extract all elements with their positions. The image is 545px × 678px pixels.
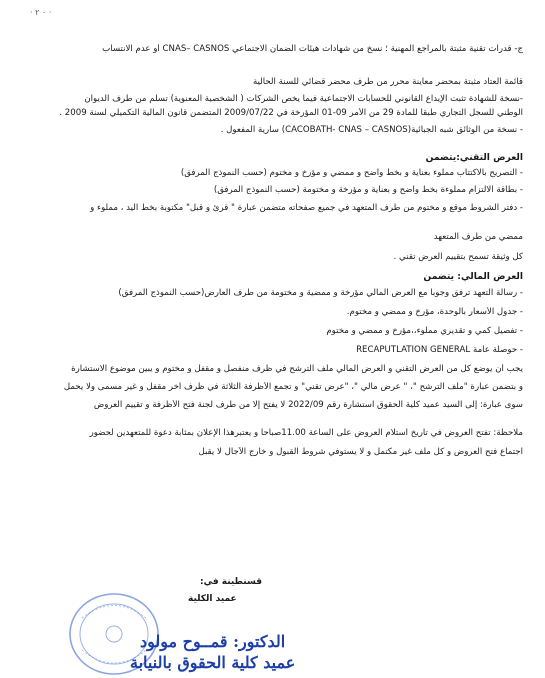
line-note-conditions: اجتماع فتح العروض و كل ملف غير مكتمل و لا يستوفي شروط القبول و خارج الآجال لا يقبل [198, 447, 523, 457]
line-equipment-list: قائمة العتاد مثبتة بمحضر معاينة محرر من طرف محضر قضائي للسنة الحالية [252, 77, 523, 87]
line-technical-capacities: ج- قدرات تقنية مثبتة بالمراجع المهنية ؛ نسخ من شهادات هيئات الضمان الاجتماعي CNAS– CASNOS أو عدم الانتساب [102, 44, 523, 54]
line-specifications: - دفتر الشروط موقع و مختوم من طرف المتعهد في جميع صفحاته متضمن عبارة " قرئ و قبل" مكتوبة بخط اليد ، مملوء و [90, 203, 523, 213]
line-any-document: كل وثيقة تسمح بتقييم العرض تقني . [393, 252, 523, 262]
line-subscription-declaration: - التصريح بالاكتتاب مملوء بعناية و بخط واضح و ممضي و مؤرخ و مختوم (حسب النموذج المرفق) [180, 168, 523, 178]
signature-title: عميد كلية الحقوق بالنيابة [130, 653, 296, 672]
dean-label: عميد الكلية [188, 594, 237, 604]
line-commercial-register: الوطني للسجل التجاري طبقا للمادة 29 من الأمر 09-01 المؤرخة في 2009/07/22 المتضمن قانون المالية التكميلي لسنة 2009 . [59, 108, 523, 118]
line-envelope-instructions: يجب أن يوضع كل من العرض التقني و العرض المالي ملف الترشح في ظرف منفصل و مقفل و مختوم و يبين موضوع الاستشارة [71, 364, 523, 374]
page-corner-mark: · ٠ ٢ · [30, 8, 52, 17]
heading-financial-offer: العرض المالي: يتضمن [423, 271, 523, 282]
line-commitment-card: - بطاقة الالتزام مملوءة بخط واضح و بعناية و مؤرخة و مختومة (حسب النموذج المرفق) [213, 185, 523, 195]
line-legal-deposit: -نسخة للشهادة تثبت الإيداع القانوني للحسابات الاجتماعية فيما يخص الشركات ( الشخصية المعنوية) تسلم من طرف الديوان [84, 94, 523, 104]
line-commitment-letter: - رسالة التعهد ترفق وجوبا مع العرض المالي مؤرخة و ممضية و مختومة من طرف العارض(حسب النموذج المرفق) [118, 288, 523, 298]
line-general-summary: - حوصلة عامة RECAPUTLATION GENERAL [356, 345, 523, 355]
line-addressed-to-dean: سوى عبارة: إلى السيد عميد كلية الحقوق استشارة رقم 2022/09 لا يفتح إلا من طرف لجنة فتح الأظرفة و تقييم العروض [93, 400, 523, 410]
line-note-opening: ملاحظة: تفتح العروض في تاريخ استلام العروض على الساعة 11.00صباحا و يعتبرهذا الإعلان بمثابة دعوة للمتعهدين لحضور [89, 428, 523, 438]
line-signed-by-bidder: ممضي من طرف المتعهد [433, 232, 523, 242]
signature-name: الدكتور: قمــوح مولود [140, 632, 286, 651]
heading-technical-offer: العرض التقني:يتضمن [425, 152, 523, 163]
line-parafiscal-docs: - نسخة من الوثائق شبه الجبائية(CACOBATH- CNAS – CASNOS) سارية المفعول . [220, 125, 523, 135]
line-quantity-detail: - تفصيل كمي و تقديري مملوء،،مؤرخ و ممضي و مختوم [326, 326, 523, 336]
line-price-table: - جدول الأسعار بالوحدة، مؤرخ و ممضي و مختوم. [346, 307, 523, 317]
place-date-label: قسنطينة في: [200, 577, 263, 587]
line-envelope-labels: و بتضمن عبارة "ملف الترشح "، " عرض مالي "، "عرض تقني" و تجمع الأظرفة الثلاثة في ظرف آخر مقفل و غير مسمى ولا يحمل [63, 382, 523, 392]
